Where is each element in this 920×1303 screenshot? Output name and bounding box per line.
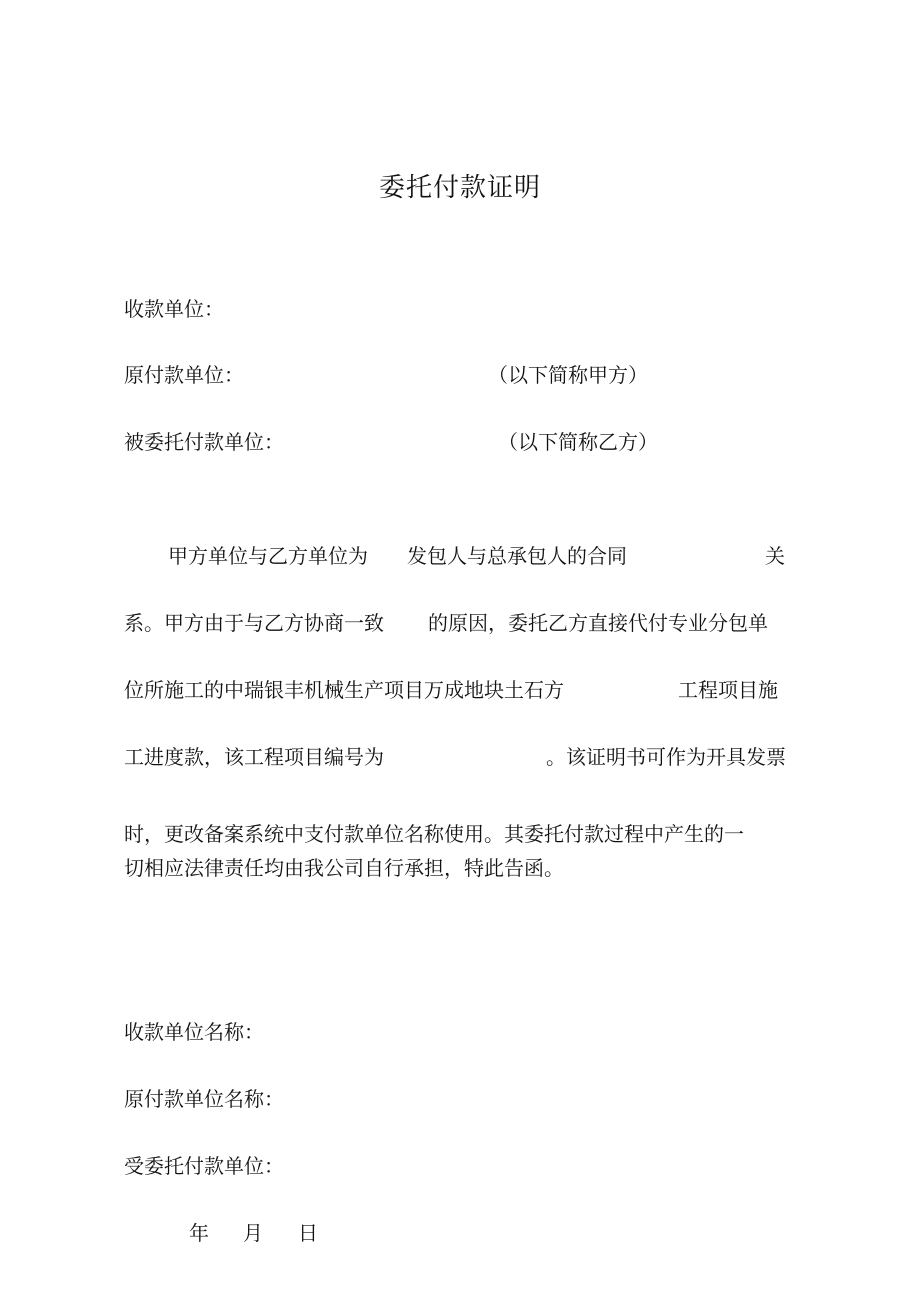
body-line-3-b: 工程项目施	[678, 678, 778, 702]
body-line-2-b: 的原因，委托乙方直接代付专业分包单	[428, 611, 768, 635]
original-payer-note: （以下简称甲方）	[488, 363, 648, 387]
body-line-5: 时，更改备案系统中支付款单位名称使用。其委托付款过程中产生的一	[124, 822, 744, 846]
body-line-1-b: 发包人与总承包人的合同	[407, 544, 627, 568]
date-year: 年	[189, 1221, 209, 1245]
body-line-4-b: 。该证明书可作为开具发票	[546, 745, 786, 769]
body-line-4-a: 工进度款，该工程项目编号为	[124, 745, 384, 769]
original-payer-label: 原付款单位：	[124, 363, 244, 387]
body-line-1-a: 甲方单位与乙方单位为	[168, 544, 368, 568]
body-line-3-a: 位所施工的中瑞银丰机械生产项目万成地块土石方	[124, 678, 564, 702]
body-line-6: 切相应法律责任均由我公司自行承担，特此告函。	[124, 856, 564, 880]
body-line-2-a: 系。甲方由于与乙方协商一致	[124, 611, 384, 635]
body-line-1-c: 关	[765, 544, 785, 568]
entrusted-payer-note: （以下简称乙方）	[498, 430, 658, 454]
original-payer-name-label: 原付款单位名称：	[124, 1087, 284, 1111]
entrusted-payer-label: 被委托付款单位：	[124, 430, 284, 454]
date-month: 月	[243, 1221, 263, 1245]
entrusted-payer-signature-label: 受委托付款单位：	[124, 1154, 284, 1178]
payee-label: 收款单位：	[124, 297, 224, 321]
document-title: 委托付款证明	[378, 173, 541, 203]
payee-name-label: 收款单位名称：	[124, 1020, 264, 1044]
date-day: 日	[298, 1221, 318, 1245]
